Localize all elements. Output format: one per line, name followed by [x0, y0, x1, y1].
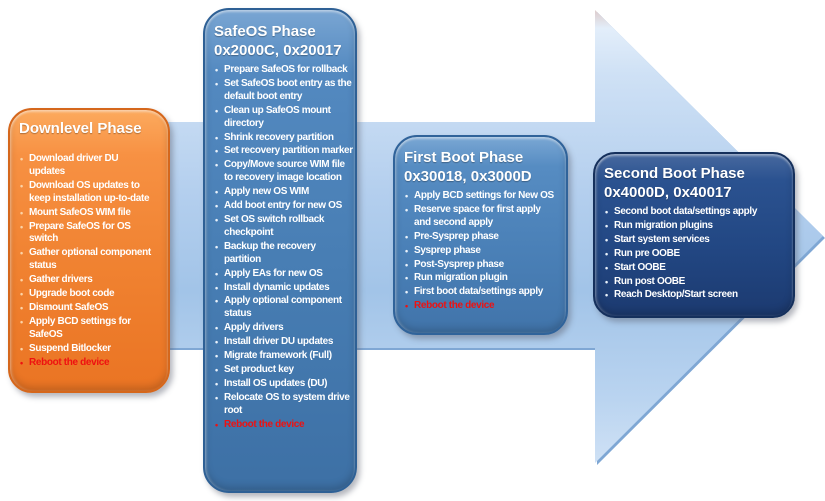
- list-item-text: Backup the recovery partition: [224, 240, 316, 265]
- list-item-text: Apply EAs for new OS: [224, 267, 323, 279]
- list-item: [214, 132, 353, 145]
- bullet-icon: •: [20, 343, 23, 354]
- list-item: [19, 274, 154, 287]
- bullet-icon: •: [215, 268, 218, 279]
- list-item-text: Reboot the device: [29, 356, 110, 368]
- list-item-text: Set recovery partition marker: [224, 145, 353, 157]
- bullet-icon: •: [215, 337, 218, 348]
- list-item-text: Migrate framework (Full): [224, 350, 332, 362]
- phase-title: Downlevel Phase: [19, 120, 142, 137]
- list-item: [214, 350, 353, 363]
- bullet-icon: •: [605, 290, 608, 301]
- list-item: [19, 247, 154, 273]
- list-item-text: Clean up SafeOS mount directory: [224, 104, 331, 129]
- list-item: [604, 234, 791, 247]
- phase-item-list: [19, 153, 154, 370]
- list-item-text: Start OOBE: [614, 261, 666, 273]
- bullet-icon: •: [215, 364, 218, 375]
- phase-title: First Boot Phase: [404, 149, 524, 166]
- bullet-icon: •: [215, 214, 218, 225]
- list-item: [404, 259, 554, 272]
- bullet-icon: •: [405, 191, 408, 201]
- bullet-icon: •: [20, 275, 23, 286]
- list-item: [604, 206, 791, 219]
- list-item: [604, 289, 791, 302]
- list-item-text: Reserve space for first apply and second apply: [414, 203, 541, 228]
- bullet-icon: •: [405, 245, 408, 256]
- bullet-icon: •: [20, 221, 23, 232]
- phase-card-downlevel: [8, 108, 170, 393]
- list-item: [214, 64, 353, 77]
- list-item: [19, 180, 154, 206]
- list-item: [214, 200, 353, 213]
- phase-item-list: [214, 64, 353, 431]
- list-item: [214, 214, 353, 240]
- bullet-icon: •: [215, 241, 218, 252]
- bullet-icon: •: [215, 201, 218, 212]
- bullet-icon: •: [215, 187, 218, 198]
- bullet-icon: •: [20, 154, 23, 164]
- phase-card-first-boot: [393, 135, 568, 335]
- bullet-icon: •: [215, 78, 218, 89]
- list-item: [19, 316, 154, 342]
- list-item: [404, 190, 554, 203]
- list-item-text: Run migration plugins: [614, 219, 713, 231]
- list-item: [214, 105, 353, 131]
- list-item: [604, 262, 791, 275]
- bullet-icon: •: [405, 273, 408, 284]
- bullet-icon: •: [605, 276, 608, 287]
- list-item-text: Reach Desktop/Start screen: [614, 289, 738, 301]
- list-item-text: Copy/Move source WIM file to recovery image location: [224, 159, 345, 184]
- list-item-text: Shrink recovery partition: [224, 131, 334, 143]
- bullet-icon: •: [215, 65, 218, 75]
- bullet-icon: •: [20, 207, 23, 218]
- list-item: [214, 241, 353, 267]
- phase-codes: 0x2000C, 0x20017: [214, 42, 342, 59]
- phase-item-list: [404, 190, 554, 313]
- bullet-icon: •: [605, 234, 608, 245]
- list-item: [404, 204, 554, 230]
- list-item: [214, 336, 353, 349]
- list-item-text: Upgrade boot code: [29, 288, 115, 300]
- bullet-icon: •: [20, 289, 23, 300]
- list-item-text: Prepare SafeOS for OS switch: [29, 220, 131, 245]
- bullet-icon: •: [215, 351, 218, 362]
- list-item-text: Run post OOBE: [614, 275, 686, 287]
- list-item-text: Dismount SafeOS: [29, 301, 109, 313]
- list-item: [604, 248, 791, 261]
- bullet-icon: •: [605, 248, 608, 259]
- bullet-icon: •: [605, 262, 608, 273]
- bullet-icon: •: [215, 392, 218, 403]
- bullet-icon: •: [215, 105, 218, 116]
- list-item: [19, 302, 154, 315]
- list-item: [19, 153, 154, 179]
- phase-item-list: [604, 206, 791, 302]
- list-item-text: Mount SafeOS WIM file: [29, 206, 131, 218]
- bullet-icon: •: [20, 180, 23, 191]
- list-item-text: Add boot entry for new OS: [224, 200, 342, 212]
- list-item-text: Download OS updates to keep installation up-to-date: [29, 179, 150, 204]
- list-item: [19, 357, 154, 370]
- bullet-icon: •: [20, 357, 23, 368]
- bullet-icon: •: [215, 132, 218, 143]
- list-item-text: Sysprep phase: [414, 244, 481, 256]
- bullet-icon: •: [215, 146, 218, 157]
- list-item-text: Run migration plugin: [414, 272, 508, 284]
- list-item-text: Reboot the device: [224, 418, 305, 430]
- list-item-text: Apply new OS WIM: [224, 186, 309, 198]
- phase-card-safeos: [203, 8, 357, 493]
- list-item-text: Gather optional component status: [29, 247, 151, 272]
- list-item-text: Relocate OS to system drive root: [224, 391, 350, 416]
- list-item-text: Suspend Bitlocker: [29, 342, 111, 354]
- list-item-text: Apply BCD settings for New OS: [414, 190, 554, 201]
- bullet-icon: •: [215, 296, 218, 307]
- bullet-icon: •: [405, 204, 408, 215]
- list-item: [404, 272, 554, 285]
- list-item: [214, 392, 353, 418]
- list-item: [404, 231, 554, 244]
- bullet-icon: •: [20, 248, 23, 259]
- list-item: [214, 295, 353, 321]
- list-item-text: Start system services: [614, 233, 710, 245]
- phase-codes: 0x30018, 0x3000D: [404, 168, 532, 185]
- list-item: [404, 300, 554, 313]
- bullet-icon: •: [215, 160, 218, 171]
- list-item: [19, 343, 154, 356]
- list-item-text: First boot data/settings apply: [414, 286, 543, 298]
- bullet-icon: •: [605, 207, 608, 217]
- bullet-icon: •: [215, 378, 218, 389]
- phase-title: SafeOS Phase: [214, 23, 316, 40]
- list-item: [404, 245, 554, 258]
- phase-card-second-boot: [593, 152, 795, 318]
- list-item: [214, 78, 353, 104]
- list-item-text: Apply drivers: [224, 322, 284, 334]
- list-item-text: Set OS switch rollback checkpoint: [224, 213, 325, 238]
- bullet-icon: •: [20, 302, 23, 313]
- list-item: [404, 286, 554, 299]
- list-item-text: Install dynamic updates: [224, 281, 330, 293]
- bullet-icon: •: [605, 220, 608, 231]
- list-item-text: Reboot the device: [414, 300, 495, 312]
- list-item-text: Second boot data/settings apply: [614, 206, 758, 217]
- list-item-text: Run pre OOBE: [614, 247, 680, 259]
- bullet-icon: •: [405, 259, 408, 270]
- phase-codes: 0x4000D, 0x40017: [604, 184, 732, 201]
- bullet-icon: •: [215, 323, 218, 334]
- list-item-text: Prepare SafeOS for rollback: [224, 64, 348, 75]
- list-item-text: Set SafeOS boot entry as the default boot entry: [224, 77, 352, 102]
- list-item-text: Download driver DU updates: [29, 153, 119, 177]
- list-item: [214, 282, 353, 295]
- list-item-text: Post-Sysprep phase: [414, 258, 504, 270]
- list-item-text: Install driver DU updates: [224, 336, 334, 348]
- list-item-text: Gather drivers: [29, 274, 93, 286]
- list-item: [214, 364, 353, 377]
- list-item-text: Install OS updates (DU): [224, 377, 328, 389]
- list-item-text: Apply optional component status: [224, 295, 342, 320]
- list-item: [214, 322, 353, 335]
- list-item-text: Apply BCD settings for SafeOS: [29, 315, 131, 340]
- phase-title: Second Boot Phase: [604, 165, 745, 182]
- list-item: [214, 268, 353, 281]
- bullet-icon: •: [20, 316, 23, 327]
- list-item: [19, 288, 154, 301]
- list-item: [214, 378, 353, 391]
- bullet-icon: •: [405, 231, 408, 242]
- bullet-icon: •: [405, 301, 408, 312]
- list-item: [214, 159, 353, 185]
- list-item-text: Set product key: [224, 363, 294, 375]
- list-item: [214, 419, 353, 432]
- bullet-icon: •: [405, 287, 408, 298]
- list-item: [214, 186, 353, 199]
- list-item: [214, 145, 353, 158]
- list-item: [604, 276, 791, 289]
- list-item: [19, 221, 154, 247]
- list-item: [19, 207, 154, 220]
- bullet-icon: •: [215, 282, 218, 293]
- list-item-text: Pre-Sysprep phase: [414, 230, 499, 242]
- bullet-icon: •: [215, 419, 218, 430]
- list-item: [604, 220, 791, 233]
